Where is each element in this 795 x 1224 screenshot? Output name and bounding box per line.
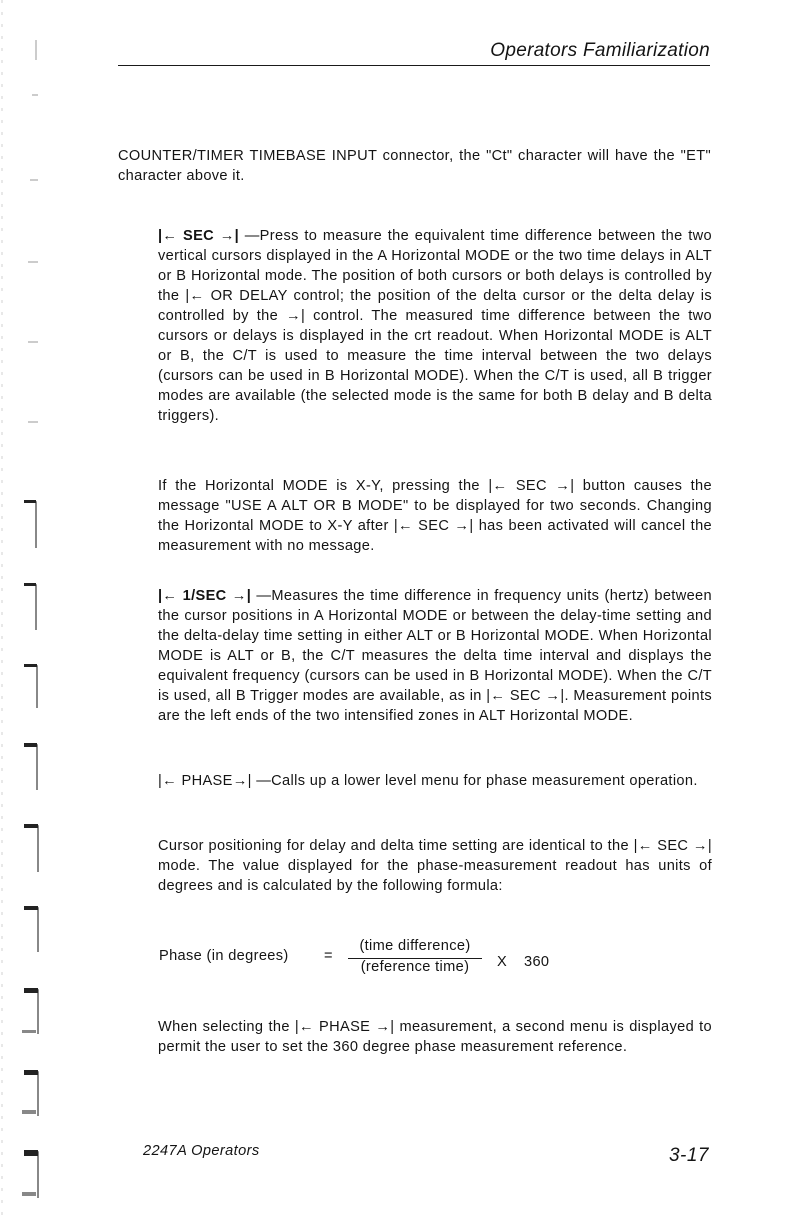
phase-description: —Calls up a lower level menu for phase measurement operation. <box>251 773 698 789</box>
formula-denominator: (reference time) <box>360 959 470 975</box>
phase-select-paragraph: When selecting the |← PHASE →| measurement, a second menu is displayed to permit the user to set the 360 degree phase measurement reference. <box>158 1019 712 1055</box>
sec-key-label: |← SEC →| <box>158 228 240 244</box>
footer-manual-title: 2247A Operators <box>143 1143 260 1159</box>
freq-description: —Measures the time difference in frequency units (hertz) between the cursor positions in A Horizontal MODE or between the delay-time setting and the delta-delay time setting in either ALT or B Horizontal MODE. When Horizontal MODE is ALT or B, the C/T measures the delta time interval and displays the equivalent frequency (cursors can be used in B Horizontal MODE). When the C/T is used, all B Trigger modes are available, as in |← SEC →|. Measurement points are the left ends of the two intensified zones in ALT Horizontal MODE. <box>158 588 712 724</box>
freq-key-label: |← 1/SEC →| <box>158 588 252 604</box>
footer-page-number: 3-17 <box>668 1145 709 1166</box>
scan-binding-edge <box>0 0 46 1224</box>
binding-marks-graphic <box>0 0 46 1224</box>
cursor-positioning-paragraph: Cursor positioning for delay and delta time setting are identical to the |← SEC →| mode. The value displayed for the phase-measurement readout has units of degrees and is calculated by the following formula: <box>158 838 712 894</box>
formula-equals: = <box>324 948 333 964</box>
formula-label: Phase (in degrees) <box>159 948 289 964</box>
formula-constant: 360 <box>524 954 550 970</box>
frequency-paragraph <box>158 586 712 726</box>
formula-numerator: (time difference) <box>359 938 471 954</box>
running-header-title: Operators Familiarization <box>490 40 710 61</box>
sec-paragraph <box>158 226 712 426</box>
sec-description: —Press to measure the equivalent time difference between the two vertical cursors displayed in the A Horizontal MODE or the two time delays in ALT or B Horizontal mode. The position of both cursors or both delays is controlled by the |← OR DELAY control; the position of the delta cursor or the delta delay is controlled by the →| control. The measured time difference between the two cursors or delays is displayed in the crt readout. When Horizontal MODE is ALT or B, the C/T is used to measure the time interval between the two delays (cursors can be used in B Horizontal MODE). When the C/T is used, all B trigger modes are available (the selected mode is the same for both B delay and B delta triggers). <box>158 228 712 424</box>
header-rule <box>118 65 710 66</box>
phase-paragraph <box>158 771 712 791</box>
phase-key-label: |← PHASE→| <box>158 773 252 789</box>
phase-formula <box>158 934 578 984</box>
intro-paragraph: COUNTER/TIMER TIMEBASE INPUT connector, the "Ct" character will have the "ET" character above it. <box>118 148 711 184</box>
xy-mode-paragraph: If the Horizontal MODE is X-Y, pressing the |← SEC →| button causes the message "USE A ALT OR B MODE" to be displayed for two seconds. Changing the Horizontal MODE to X-Y after |← SEC →| has been activated will cancel the measurement with no message. <box>158 478 712 554</box>
formula-times: X <box>497 954 508 970</box>
